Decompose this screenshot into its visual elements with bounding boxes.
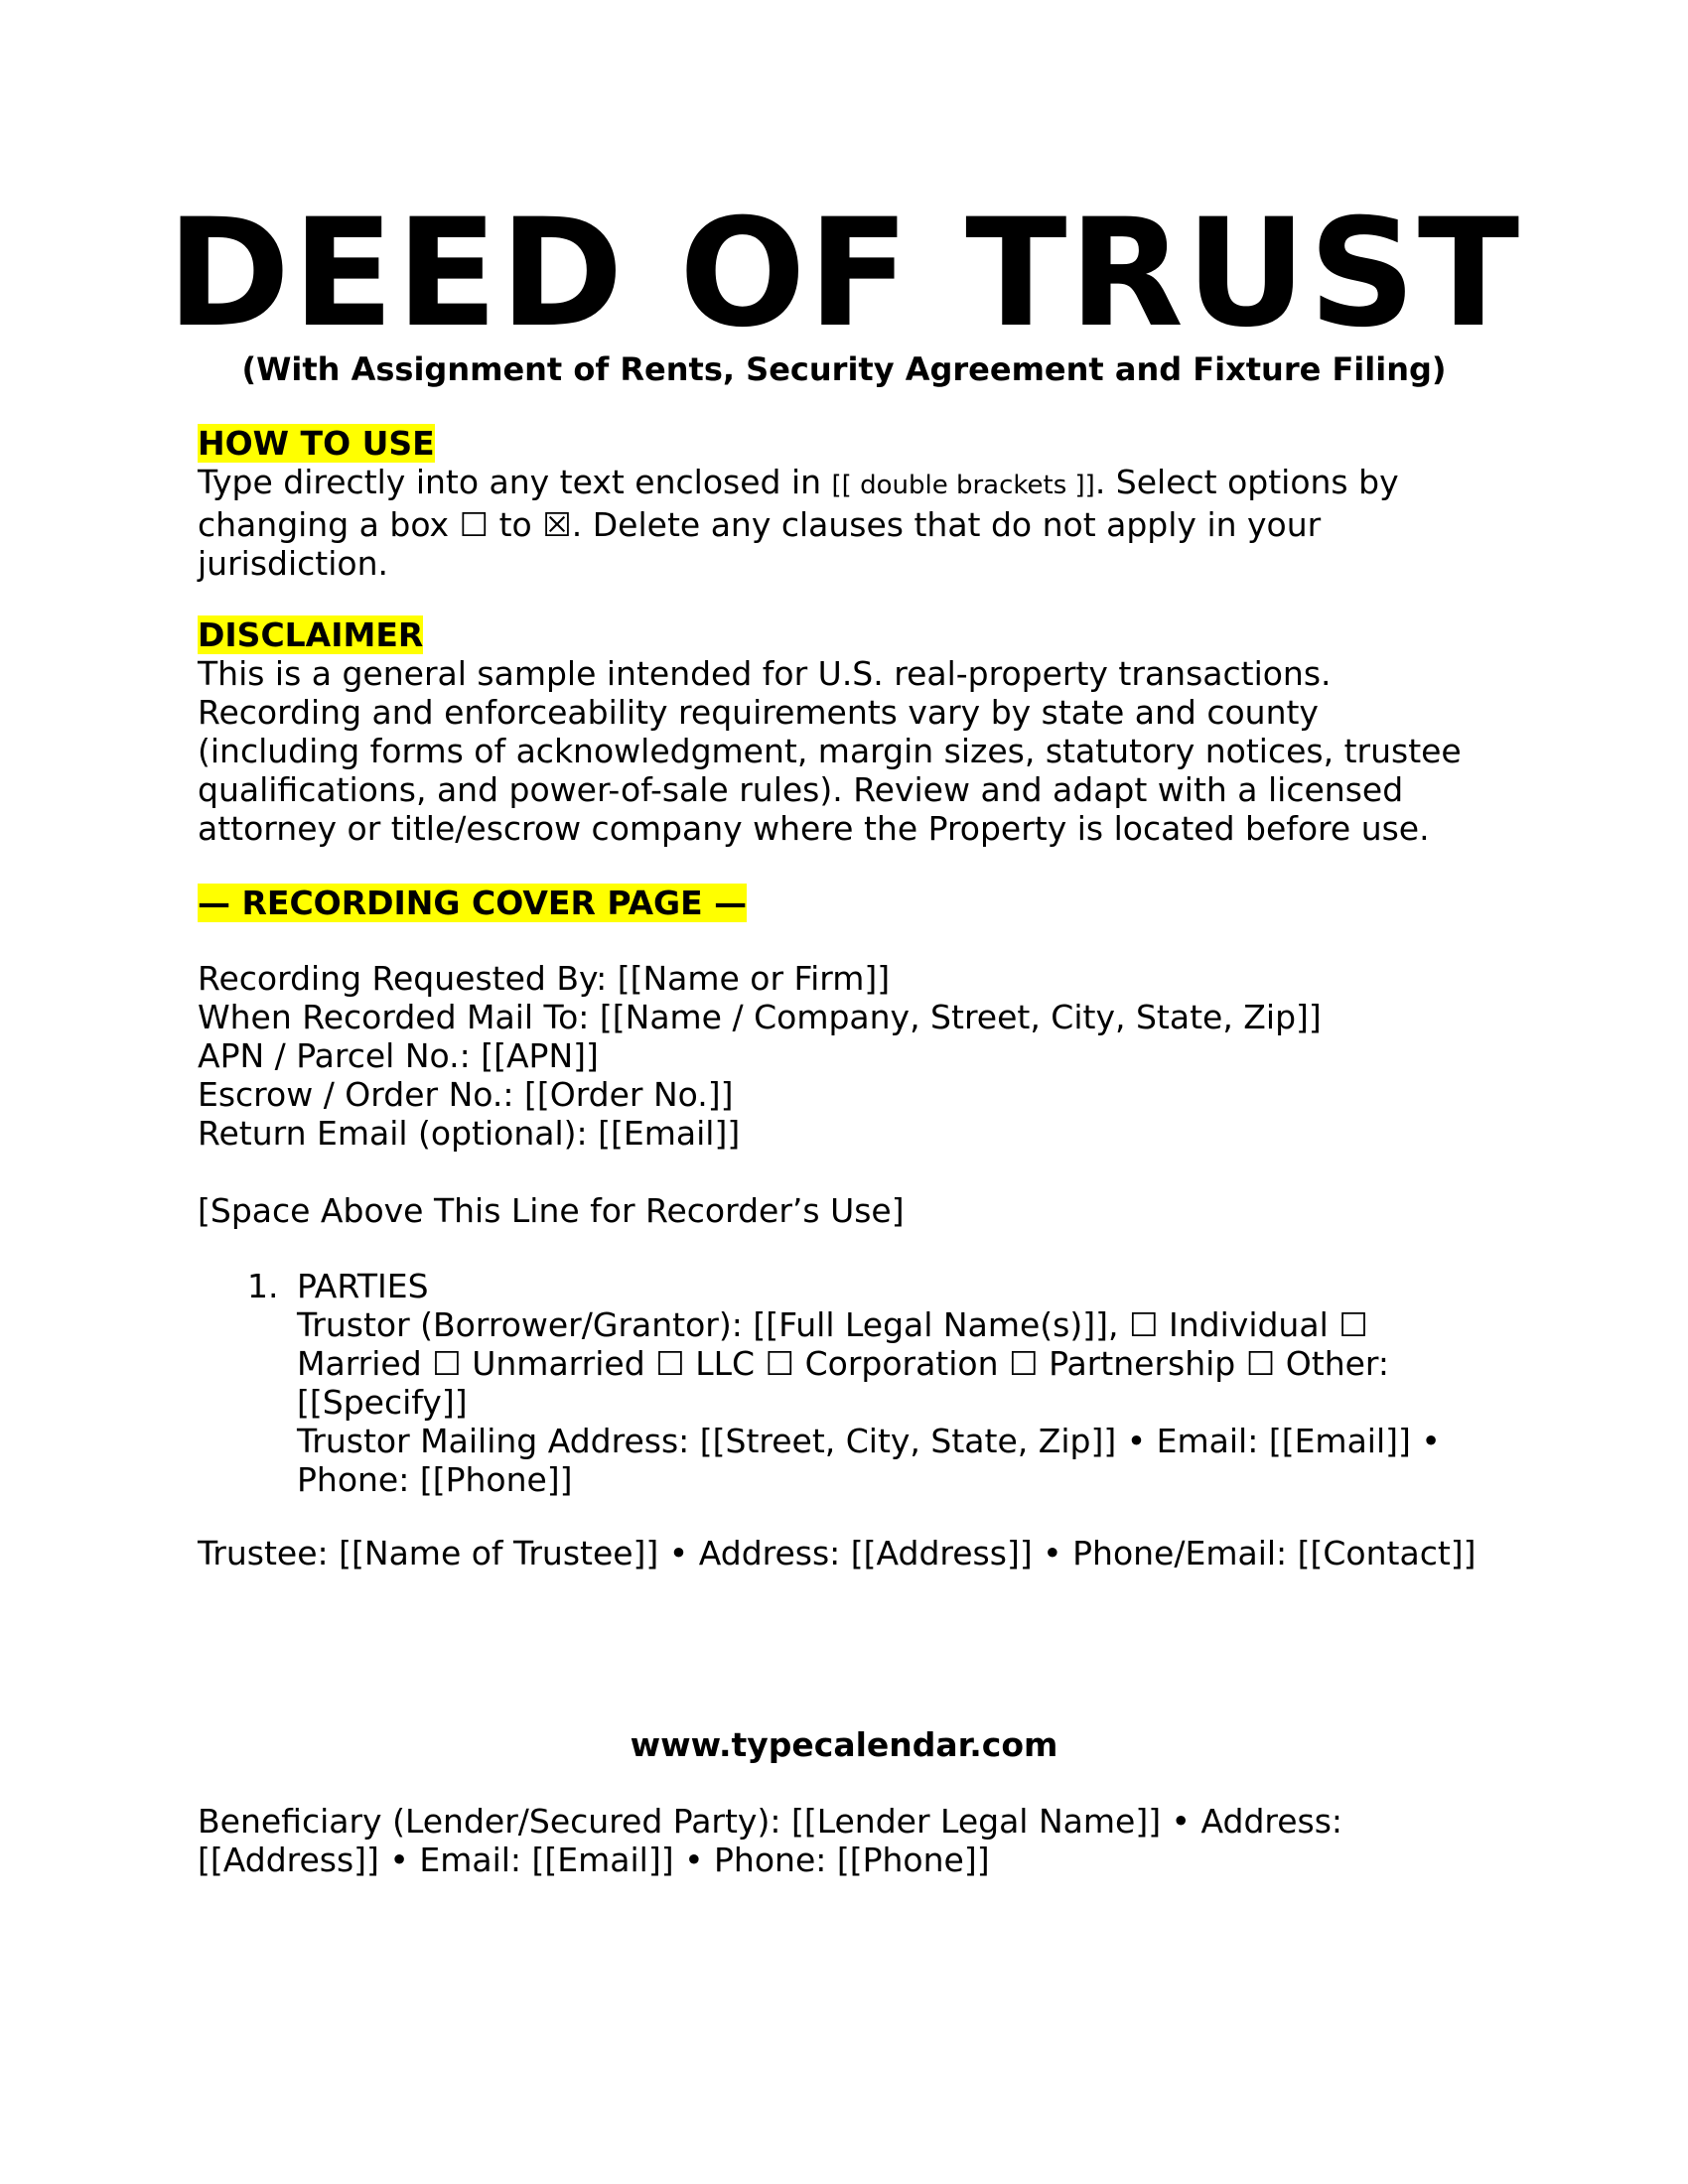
website-footer: www.typecalendar.com [630,1725,1058,1764]
trustor-line[interactable]: Trustor (Borrower/Grantor): [[Full Legal Name(s)]], ☐ Individual ☐ Married ☐ Unmarried ☐ LLC ☐ Corporation ☐ Partnership ☐ Other: [[Specify]] [297,1305,1390,1422]
cover-page-heading: — RECORDING COVER PAGE — [198,884,748,922]
parties-section [198,1267,1478,1499]
apn[interactable]: APN / Parcel No.: [[APN]] [198,1036,599,1075]
return-email[interactable]: Return Email (optional): [[Email]] [198,1114,741,1153]
document-subtitle: (With Assignment of Rents, Security Agreement and Fixture Filing) [241,350,1447,388]
how-to-use-section [198,424,1478,583]
how-to-use-text-start: Type directly into any text enclosed in [198,463,832,501]
disclaimer-heading: DISCLAIMER [198,615,424,654]
disclaimer-section [198,615,1478,848]
disclaimer-text: This is a general sample intended for U.S. real-property transactions. Recording and enforceability requirements vary by state and county (including forms of acknowledgment, margin sizes, statutory notices, trustee qualifications, and power-of-sale rules). Review and adapt with a licensed attorney or title/escrow company where the Property is located before use. [198,654,1462,848]
parties-heading: PARTIES [297,1267,429,1305]
escrow-order-no[interactable]: Escrow / Order No.: [[Order No.]] [198,1075,734,1114]
cover-page-section [198,884,1478,1230]
how-to-use-heading: HOW TO USE [198,424,435,463]
recording-requested-by[interactable]: Recording Requested By: [[Name or Firm]] [198,959,891,998]
how-to-use-text-end: . Select options by changing a box ☐ to ☒. Delete any clauses that do not apply in your jurisdiction. [198,463,1399,583]
document-title: DEED OF TRUST [166,188,1522,360]
how-to-use-text [198,463,1478,583]
section-number: 1. [247,1267,279,1305]
mail-to[interactable]: When Recorded Mail To: [[Name / Company, Street, City, State, Zip]] [198,998,1322,1036]
trustee-line[interactable]: Trustee: [[Name of Trustee]] • Address: [[Address]] • Phone/Email: [[Contact]] [198,1534,1477,1572]
recorder-use-line: [Space Above This Line for Recorder’s Use] [198,1191,905,1230]
beneficiary-line[interactable]: Beneficiary (Lender/Secured Party): [[Lender Legal Name]] • Address: [[Address]] • Email: [[Email]] • Phone: [[Phone]] [198,1802,1343,1879]
bracket-example: [[ double brackets ]] [831,471,1095,500]
trustor-address-line[interactable]: Trustor Mailing Address: [[Street, City, State, Zip]] • Email: [[Email]] • Phone: [[Phone]] [297,1422,1441,1499]
